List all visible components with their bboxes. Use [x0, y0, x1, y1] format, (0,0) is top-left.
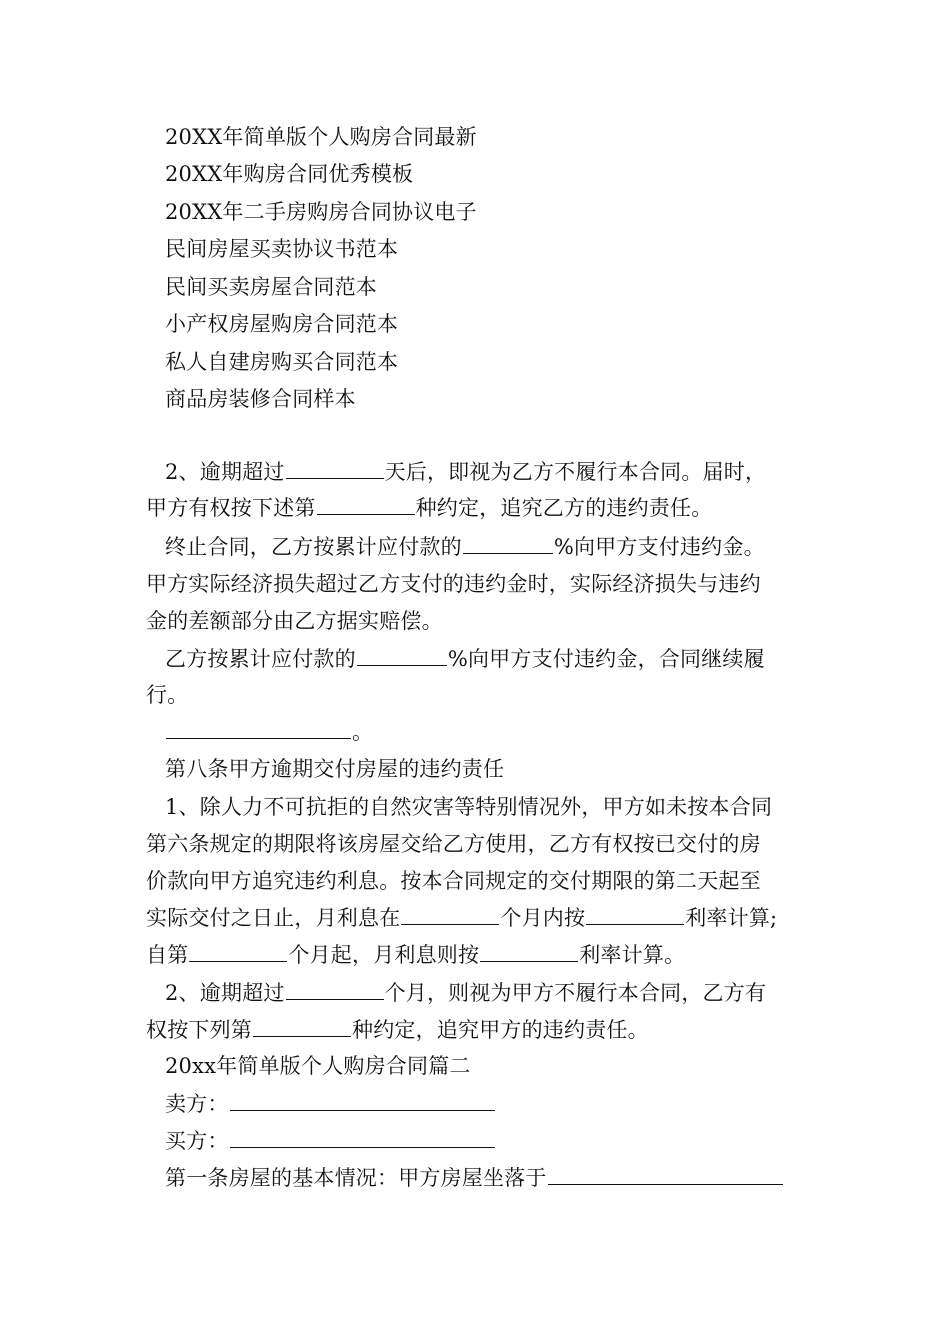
seller-label: 卖方：: [165, 1092, 229, 1116]
fill-blank: [401, 904, 499, 925]
buyer-label: 买方：: [165, 1129, 229, 1153]
seller-blank: [230, 1090, 495, 1111]
fill-blank: [357, 645, 447, 666]
paragraph-line: 行。: [146, 683, 189, 707]
paragraph-line: [165, 718, 373, 745]
text: 甲方有权按下述第: [146, 496, 316, 520]
text: 天后，即视为乙方不履行本合同。届时，: [384, 460, 767, 484]
text: 个月起，月利息则按: [288, 943, 480, 967]
section-title: 20xx年简单版个人购房合同篇二: [165, 1054, 471, 1078]
paragraph-line: [146, 494, 712, 521]
article-line: [165, 1164, 784, 1191]
text: 权按下列第: [146, 1018, 252, 1042]
text: 利率计算;: [685, 906, 778, 930]
text: 利率计算。: [579, 943, 686, 967]
paragraph-line: 第六条规定的期限将该房屋交给乙方使用，乙方有权按已交付的房: [146, 832, 761, 856]
fill-blank: [480, 941, 578, 962]
text: 第一条房屋的基本情况：甲方房屋坐落于: [165, 1166, 547, 1190]
paragraph-line: 1、除人力不可抗拒的自然灾害等特别情况外，甲方如未按本合同: [165, 795, 773, 819]
fill-blank: [253, 1016, 351, 1037]
text: 个月，则视为甲方不履行本合同，乙方有: [384, 981, 767, 1005]
text: 自第: [146, 943, 189, 967]
text: 乙方按累计应付款的: [165, 647, 356, 671]
text: 。: [352, 720, 374, 744]
paragraph-line: 价款向甲方追究违约利息。按本合同规定的交付期限的第二天起至: [146, 869, 761, 893]
paragraph-line: 甲方实际经济损失超过乙方支付的违约金时，实际经济损失与违约: [146, 572, 761, 596]
text: 实际交付之日止，月利息在: [146, 906, 401, 930]
fill-blank: [548, 1164, 783, 1185]
article-title: 第八条甲方逾期交付房屋的违约责任: [165, 757, 505, 781]
text: 2、逾期超过: [165, 981, 285, 1005]
paragraph-line: [165, 458, 766, 485]
text: 终止合同，乙方按累计应付款的: [165, 535, 462, 559]
text: 种约定，追究乙方的违约责任。: [415, 496, 713, 520]
related-link[interactable]: 20XX年简单版个人购房合同最新: [165, 125, 477, 149]
paragraph-line: [165, 979, 766, 1006]
related-link[interactable]: 20XX年二手房购房合同协议电子: [165, 200, 477, 224]
paragraph-line: [165, 645, 765, 672]
fill-blank: [317, 494, 415, 515]
related-link[interactable]: 20XX年购房合同优秀模板: [165, 162, 414, 186]
fill-blank: [586, 904, 684, 925]
buyer-blank: [230, 1127, 495, 1148]
text: 2、逾期超过: [165, 460, 285, 484]
seller-line: [165, 1090, 496, 1117]
text: %向甲方支付违约金。: [553, 535, 765, 559]
fill-blank: [286, 979, 384, 1000]
text: 种约定，追究甲方的违约责任。: [352, 1018, 649, 1042]
fill-blank: [166, 718, 351, 739]
related-link[interactable]: 小产权房屋购房合同范本: [165, 312, 399, 336]
text: %向甲方支付违约金，合同继续履: [447, 647, 765, 671]
related-link[interactable]: 民间买卖房屋合同范本: [165, 275, 377, 299]
related-link[interactable]: 私人自建房购买合同范本: [165, 350, 399, 374]
paragraph-line: 金的差额部分由乙方据实赔偿。: [146, 609, 443, 633]
buyer-line: [165, 1127, 496, 1154]
paragraph-line: [146, 941, 685, 968]
paragraph-line: [146, 904, 777, 931]
paragraph-line: [165, 533, 765, 560]
fill-blank: [189, 941, 287, 962]
paragraph-line: [146, 1016, 649, 1043]
fill-blank: [286, 458, 384, 479]
related-link[interactable]: 民间房屋买卖协议书范本: [165, 237, 399, 261]
fill-blank: [463, 533, 553, 554]
text: 个月内按: [500, 906, 586, 930]
related-link[interactable]: 商品房装修合同样本: [165, 387, 356, 411]
